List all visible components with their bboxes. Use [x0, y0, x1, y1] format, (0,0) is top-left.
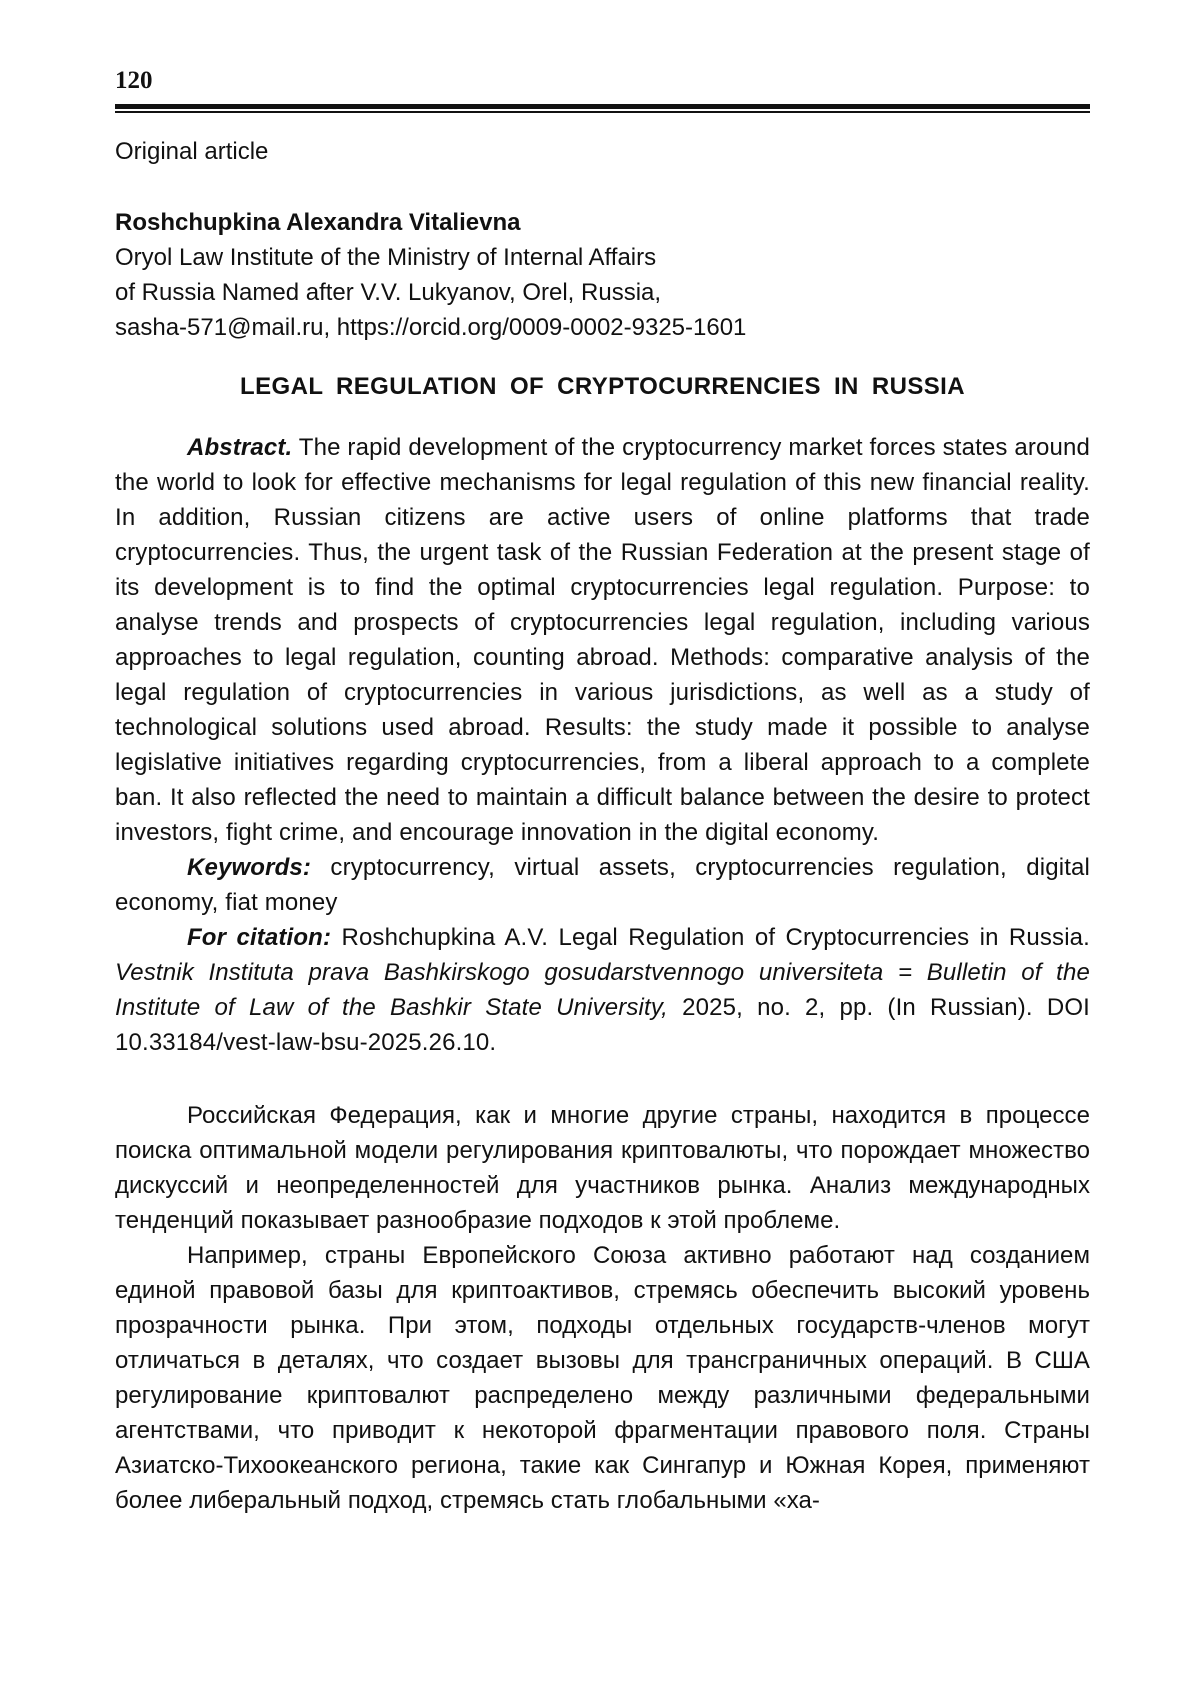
abstract-text: The rapid development of the cryptocurrency market forces states around the world to look for effective mechanisms for legal regulation of this new financial reality. In addition, Russian citizens are active users of online platforms that trade cryptocurrencies. Thus, the urgent task of the Russian Federation at the present stage of its development is to find the optimal cryptocurrencies legal regulation. Purpose: to analyse trends and prospects of cryptocurrencies legal regulation, including various approaches to legal regulation, counting abroad. Methods: comparative analysis of the legal regulation of cryptocurrencies in various jurisdictions, as well as a study of technological solutions used abroad. Results: the study made it possible to analyse legislative initiatives regarding cryptocurrencies, from a liberal approach to a complete ban. It also reflected the need to maintain a difficult balance between the desire to protect investors, fight crime, and encourage innovation in the digital economy.: [115, 433, 1090, 846]
citation-journal: Vestnik Instituta prava Bashkirskogo gosudarstvennogo universiteta = Bulletin of the Institute of Law of the Bashkir State University,: [115, 958, 1090, 1021]
header-rule-thick: [115, 104, 1090, 109]
abstract-label: Abstract.: [187, 433, 293, 461]
body-paragraph: Например, страны Европейского Союза активно работают над созданием единой правовой базы для криптоактивов, стремясь обеспечить высокий уровень прозрачности рынка. При этом, подходы отдельных государств-членов могут отличаться в деталях, что создает вызовы для трансграничных операций. В США регулирование криптовалют распределено между различными федеральными агентствами, что приводит к некоторой фрагментации правового поля. Страны Азиатско-Тихоокеанского региона, такие как Сингапур и Южная Корея, применяют более либеральный подход, стремясь стать глобальными «ха-: [115, 1241, 1090, 1514]
article-title: LEGAL REGULATION OF CRYPTOCURRENCIES IN RUSSIA: [240, 372, 965, 400]
author-name: Roshchupkina Alexandra Vitalievna: [115, 208, 521, 236]
author-affiliation-line1: Oryol Law Institute of the Ministry of Internal Affairs: [115, 243, 657, 271]
keywords-label: Keywords:: [187, 853, 312, 881]
abstract: [115, 430, 1090, 850]
journal-page: [115, 66, 1090, 1518]
citation-text: Roshchupkina A.V. Legal Regulation of Cryptocurrencies in Russia.: [331, 923, 1090, 951]
keywords: [115, 850, 1090, 920]
author-affiliation-line2: of Russia Named after V.V. Lukyanov, Orel, Russia,: [115, 278, 662, 306]
body-paragraph: Российская Федерация, как и многие другие страны, находится в процессе поиска оптимальной модели регулирования криптовалюты, что порождает множество дискуссий и неопределенностей для участников рынка. Анализ международных тенденций показывает разнообразие подходов к этой проблеме.: [115, 1101, 1090, 1234]
author-block: [115, 205, 1090, 345]
page-number: 120: [115, 67, 153, 94]
citation-label: For citation:: [187, 923, 332, 951]
citation-details: 2025, no. 2, pp. (In Russian). DOI 10.33184/vest-law-bsu-2025.26.10.: [115, 993, 1090, 1056]
keywords-text: cryptocurrency, virtual assets, cryptocurrencies regulation, digital economy, fiat money: [115, 853, 1090, 916]
author-contact: sasha-571@mail.ru, https://orcid.org/0009-0002-9325-1601: [115, 313, 747, 341]
citation: [115, 920, 1090, 1060]
header-rule-thin: [115, 111, 1090, 113]
article-type: Original article: [115, 137, 269, 165]
